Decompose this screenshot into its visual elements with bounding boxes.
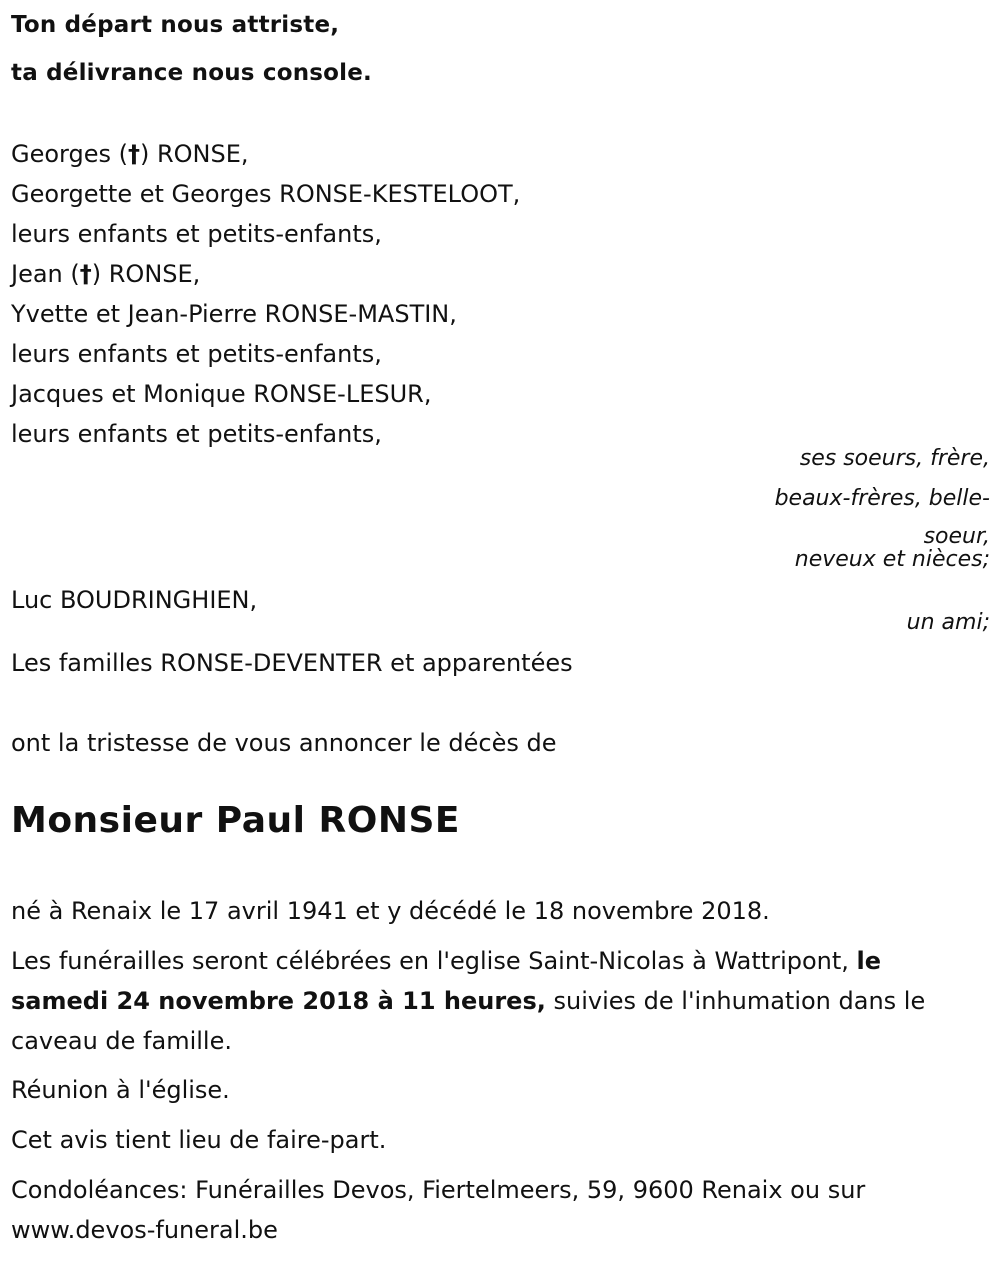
cross-icon: †	[79, 260, 92, 288]
family-line-6: leurs enfants et petits-enfants,	[11, 340, 382, 368]
family-line-1	[11, 134, 249, 174]
deceased-name: Monsieur Paul RONSE	[11, 800, 460, 841]
family-line-1-after: ) RONSE,	[140, 140, 249, 168]
reunion-text: Réunion à l'église.	[11, 1076, 230, 1104]
family-line-5: Yvette et Jean-Pierre RONSE-MASTIN,	[11, 300, 457, 328]
motto-line-1: Ton départ nous attriste,	[11, 12, 340, 38]
birth-death-text: né à Renaix le 17 avril 1941 et y décédé le 18 novembre 2018.	[11, 897, 770, 925]
family-line-7: Jacques et Monique RONSE-LESUR,	[11, 380, 432, 408]
friend-relation: un ami;	[906, 610, 990, 635]
funeral-text-1: Les funérailles seront célébrées en l'eglise Saint-Nicolas à Wattripont,	[11, 947, 857, 975]
cross-icon: †	[128, 140, 140, 168]
motto-line-2: ta délivrance nous console.	[11, 60, 372, 86]
funeral-date-bold: le samedi 24 novembre 2018 à 11 heures,	[11, 947, 882, 1015]
condolences-text: Condoléances: Funérailles Devos, Fiertelmeers, 59, 9600 Renaix ou sur www.devos-funeral.be	[11, 1176, 866, 1244]
friend-name: Luc BOUDRINGHIEN,	[11, 586, 258, 614]
funeral-paragraph	[11, 941, 971, 1061]
families-line: Les familles RONSE-DEVENTER et apparentées	[11, 649, 573, 677]
family-line-3: leurs enfants et petits-enfants,	[11, 220, 382, 248]
family-line-2: Georgette et Georges RONSE-KESTELOOT,	[11, 180, 521, 208]
relation-line-4: neveux et nièces;	[794, 547, 990, 572]
family-line-1-before: Georges (	[11, 140, 128, 168]
family-line-4-before: Jean (	[11, 260, 80, 288]
family-line-8: leurs enfants et petits-enfants,	[11, 420, 382, 448]
family-line-4-after: ) RONSE,	[91, 260, 201, 288]
relation-line-2: beaux-frères, belle-	[774, 486, 990, 511]
relation-line-1: ses soeurs, frère,	[799, 446, 990, 471]
announcement-text: ont la tristesse de vous annoncer le décès de	[11, 729, 557, 757]
funeral-text-2: suivies de l'inhumation dans le caveau de famille.	[11, 987, 926, 1055]
relation-line-3: soeur,	[923, 524, 990, 549]
family-line-4	[11, 254, 200, 294]
notice-text: Cet avis tient lieu de faire-part.	[11, 1126, 387, 1154]
